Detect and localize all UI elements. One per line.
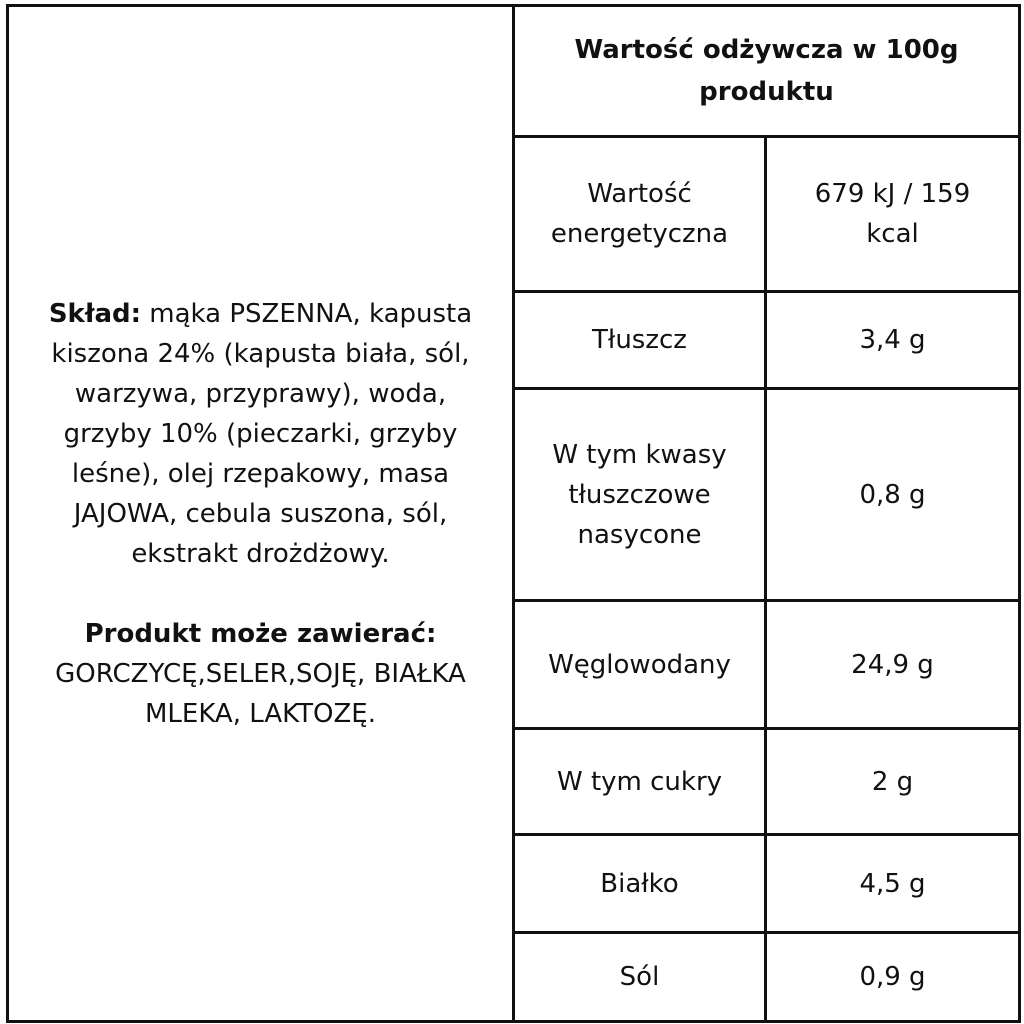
- composition-label: Skład:: [48, 298, 142, 329]
- table-header-row: [8, 6, 1020, 137]
- nutrient-value: 3,4 g: [766, 292, 1020, 389]
- nutrient-value: 679 kJ / 159 kcal: [766, 137, 1020, 292]
- nutrient-name: Węglowodany: [514, 601, 766, 729]
- allergens-paragraph: [35, 614, 486, 734]
- allergens-text: GORCZYCĘ,SELER,SOJĘ, BIAŁKA MLEKA, LAKTOZĘ.: [55, 658, 466, 729]
- nutrient-value: 0,9 g: [766, 933, 1020, 1022]
- composition-cell: [8, 6, 514, 1022]
- nutrient-value: 0,8 g: [766, 389, 1020, 601]
- nutrient-value: 24,9 g: [766, 601, 1020, 729]
- nutrition-label-table: [6, 4, 1021, 1023]
- nutrient-name: Tłuszcz: [514, 292, 766, 389]
- nutrient-name: Wartość energetyczna: [514, 137, 766, 292]
- composition-text: mąka PSZENNA, kapusta kiszona 24% (kapusta biała, sól, warzywa, przyprawy), woda, grzyby 10% (pieczarki, grzyby leśne), olej rzepakowy, masa JAJOWA, cebula suszona, sól, ekstrakt drożdżowy.: [51, 298, 473, 569]
- nutrient-value: 4,5 g: [766, 835, 1020, 933]
- nutrient-name: W tym cukry: [514, 729, 766, 835]
- nutrient-value: 2 g: [766, 729, 1020, 835]
- nutrient-name: Białko: [514, 835, 766, 933]
- allergens-label: Produkt może zawierać:: [84, 618, 437, 649]
- nutrition-header: Wartość odżywcza w 100g produktu: [514, 6, 1020, 137]
- nutrient-name: W tym kwasy tłuszczowe nasycone: [514, 389, 766, 601]
- composition-paragraph: [35, 294, 486, 574]
- nutrient-name: Sól: [514, 933, 766, 1022]
